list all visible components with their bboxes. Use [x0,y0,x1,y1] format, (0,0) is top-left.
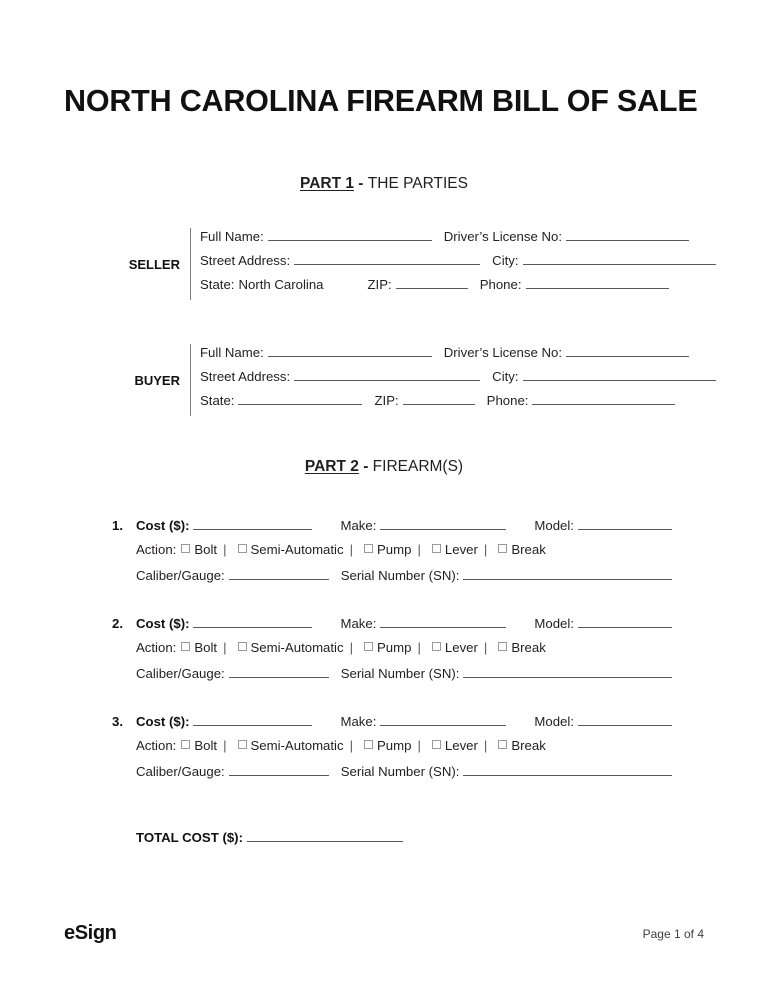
separator: | [417,640,421,655]
firearm-3-checkbox-semi-automatic[interactable] [238,740,247,749]
firearm-1-serial-label: Serial Number (SN): [340,568,460,583]
firearm-2-model-input[interactable] [578,615,672,628]
seller-drivers-license-label: Driver’s License No: [443,229,563,244]
firearm-1-option-semi-automatic: Semi-Automatic [250,542,344,557]
buyer-state-label: State: [200,393,235,408]
firearm-3-checkbox-bolt[interactable] [181,740,190,749]
part-1-heading [0,175,768,193]
separator: | [417,738,421,753]
seller-drivers-license-input[interactable] [566,228,689,241]
firearm-3-make-label: Make: [340,714,377,729]
firearm-1-checkbox-pump[interactable] [364,544,373,553]
buyer-drivers-license-label: Driver’s License No: [443,345,563,360]
part-1-dash: - [354,175,368,192]
firearm-1-row-caliber [112,567,674,592]
firearm-2-checkbox-pump[interactable] [364,642,373,651]
buyer-row-state [200,392,718,416]
firearm-3-cost-label: Cost ($): [136,714,190,729]
firearm-1-caliber-input[interactable] [229,567,329,580]
seller-row-state [200,276,718,300]
seller-block [112,228,672,300]
firearm-1-option-lever: Lever [444,542,478,557]
buyer-street-address-label: Street Address: [200,369,291,384]
firearm-2-row-action [112,640,674,665]
firearm-3-action-label: Action: [136,738,177,753]
total-cost-label: TOTAL COST ($): [136,830,243,845]
firearm-3-checkbox-pump[interactable] [364,740,373,749]
buyer-row-address [200,368,718,392]
firearm-1-action-label: Action: [136,542,177,557]
firearm-3-option-lever: Lever [444,738,478,753]
total-cost-input[interactable] [247,829,403,842]
seller-zip-label: ZIP: [367,277,392,292]
separator: | [223,640,227,655]
page-title: NORTH CAROLINA FIREARM BILL OF SALE [64,84,698,118]
firearm-2-checkbox-break[interactable] [498,642,507,651]
firearm-3-row-action [112,738,674,763]
firearm-3-make-input[interactable] [380,713,506,726]
firearm-2-option-pump: Pump [377,640,412,655]
part-2-number: PART 2 [304,458,359,475]
firearm-3-cost-input[interactable] [193,713,312,726]
firearm-2-serial-label: Serial Number (SN): [340,666,460,681]
firearm-2-cost-label: Cost ($): [136,616,190,631]
firearm-1-make-label: Make: [340,518,377,533]
buyer-phone-input[interactable] [532,392,675,405]
firearm-2-row-cost [112,615,674,640]
firearm-1-model-label: Model: [534,518,574,533]
firearm-3-model-input[interactable] [578,713,672,726]
firearm-2-model-label: Model: [534,616,574,631]
firearm-3-row-cost [112,713,674,738]
seller-state-value: North Carolina [238,277,324,292]
firearm-2-make-input[interactable] [380,615,506,628]
seller-fields [191,228,718,300]
seller-full-name-input[interactable] [268,228,432,241]
seller-full-name-label: Full Name: [200,229,264,244]
part-2-label: FIREARM(S) [372,458,464,475]
seller-city-input[interactable] [523,252,716,265]
separator: | [483,542,488,557]
firearm-2-row-caliber [112,665,674,690]
separator: | [483,640,488,655]
firearm-2-option-bolt: Bolt [194,640,218,655]
buyer-city-input[interactable] [523,368,716,381]
buyer-block [112,344,672,416]
seller-street-address-input[interactable] [294,252,480,265]
buyer-city-label: City: [492,369,519,384]
firearm-2-checkbox-bolt[interactable] [181,642,190,651]
separator: | [223,542,227,557]
firearm-1-make-input[interactable] [380,517,506,530]
seller-state-label: State: [200,277,235,292]
seller-role-label: SELLER [128,256,180,272]
page-number: Page 1 of 4 [642,926,704,941]
firearm-2-make-label: Make: [340,616,377,631]
firearm-1-checkbox-lever[interactable] [432,544,441,553]
firearm-3-option-break: Break [511,738,546,753]
separator: | [417,542,421,557]
page-footer [64,922,704,945]
seller-phone-label: Phone: [479,277,522,292]
part-1-number: PART 1 [300,175,354,192]
firearm-1-serial-input[interactable] [463,567,672,580]
firearm-3-caliber-label: Caliber/Gauge: [136,764,225,779]
buyer-row-name [200,344,718,368]
buyer-phone-label: Phone: [486,393,529,408]
firearm-3-option-semi-automatic: Semi-Automatic [250,738,344,753]
firearm-3-row-caliber [112,763,674,788]
firearm-2-index: 2. [112,616,123,631]
firearm-2-action-label: Action: [136,640,177,655]
firearm-1-model-input[interactable] [578,517,672,530]
firearm-1-row-cost [112,517,674,542]
firearm-3-checkbox-lever[interactable] [432,740,441,749]
buyer-role-label: BUYER [134,372,180,388]
esign-logo[interactable]: eSign [64,922,117,944]
firearm-1-index: 1. [112,518,123,533]
seller-street-address-label: Street Address: [200,253,291,268]
seller-row-address [200,252,718,276]
buyer-fields [191,344,718,416]
firearm-1-checkbox-break[interactable] [498,544,507,553]
firearm-2-checkbox-lever[interactable] [432,642,441,651]
firearm-3-checkbox-break[interactable] [498,740,507,749]
firearm-1-checkbox-semi-automatic[interactable] [238,544,247,553]
firearm-3-index: 3. [112,714,123,729]
firearm-entry [112,517,674,592]
firearm-1-cost-label: Cost ($): [136,518,190,533]
part-1-label: THE PARTIES [367,175,468,192]
buyer-zip-label: ZIP: [374,393,399,408]
buyer-full-name-label: Full Name: [200,345,264,360]
buyer-zip-input[interactable] [403,392,475,405]
firearm-3-option-pump: Pump [377,738,412,753]
buyer-street-address-input[interactable] [294,368,480,381]
total-cost-row [136,829,405,845]
part-2-dash: - [358,458,373,475]
firearm-2-serial-input[interactable] [463,665,672,678]
separator: | [349,738,354,753]
buyer-drivers-license-input[interactable] [566,344,689,357]
firearm-1-cost-input[interactable] [193,517,312,530]
firearm-3-model-label: Model: [534,714,574,729]
firearm-1-row-action [112,542,674,567]
seller-zip-input[interactable] [396,276,468,289]
firearm-1-caliber-label: Caliber/Gauge: [136,568,225,583]
buyer-state-input[interactable] [238,392,362,405]
separator: | [349,542,354,557]
separator: | [483,738,488,753]
firearm-2-option-semi-automatic: Semi-Automatic [250,640,344,655]
firearm-1-option-break: Break [511,542,546,557]
firearm-entry [112,713,674,788]
seller-phone-input[interactable] [526,276,669,289]
firearm-2-option-lever: Lever [444,640,478,655]
firearm-3-serial-input[interactable] [463,763,672,776]
firearm-3-caliber-input[interactable] [229,763,329,776]
firearm-1-option-pump: Pump [377,542,412,557]
firearm-2-cost-input[interactable] [193,615,312,628]
buyer-full-name-input[interactable] [268,344,432,357]
separator: | [349,640,354,655]
seller-row-name [200,228,718,252]
firearm-3-serial-label: Serial Number (SN): [340,764,460,779]
seller-city-label: City: [492,253,519,268]
part-2-heading [0,458,768,476]
firearm-2-caliber-input[interactable] [229,665,329,678]
firearm-2-checkbox-semi-automatic[interactable] [238,642,247,651]
firearm-1-checkbox-bolt[interactable] [181,544,190,553]
firearm-2-caliber-label: Caliber/Gauge: [136,666,225,681]
firearm-entry [112,615,674,690]
separator: | [223,738,227,753]
firearm-1-option-bolt: Bolt [194,542,218,557]
firearm-2-option-break: Break [511,640,546,655]
firearm-3-option-bolt: Bolt [194,738,218,753]
